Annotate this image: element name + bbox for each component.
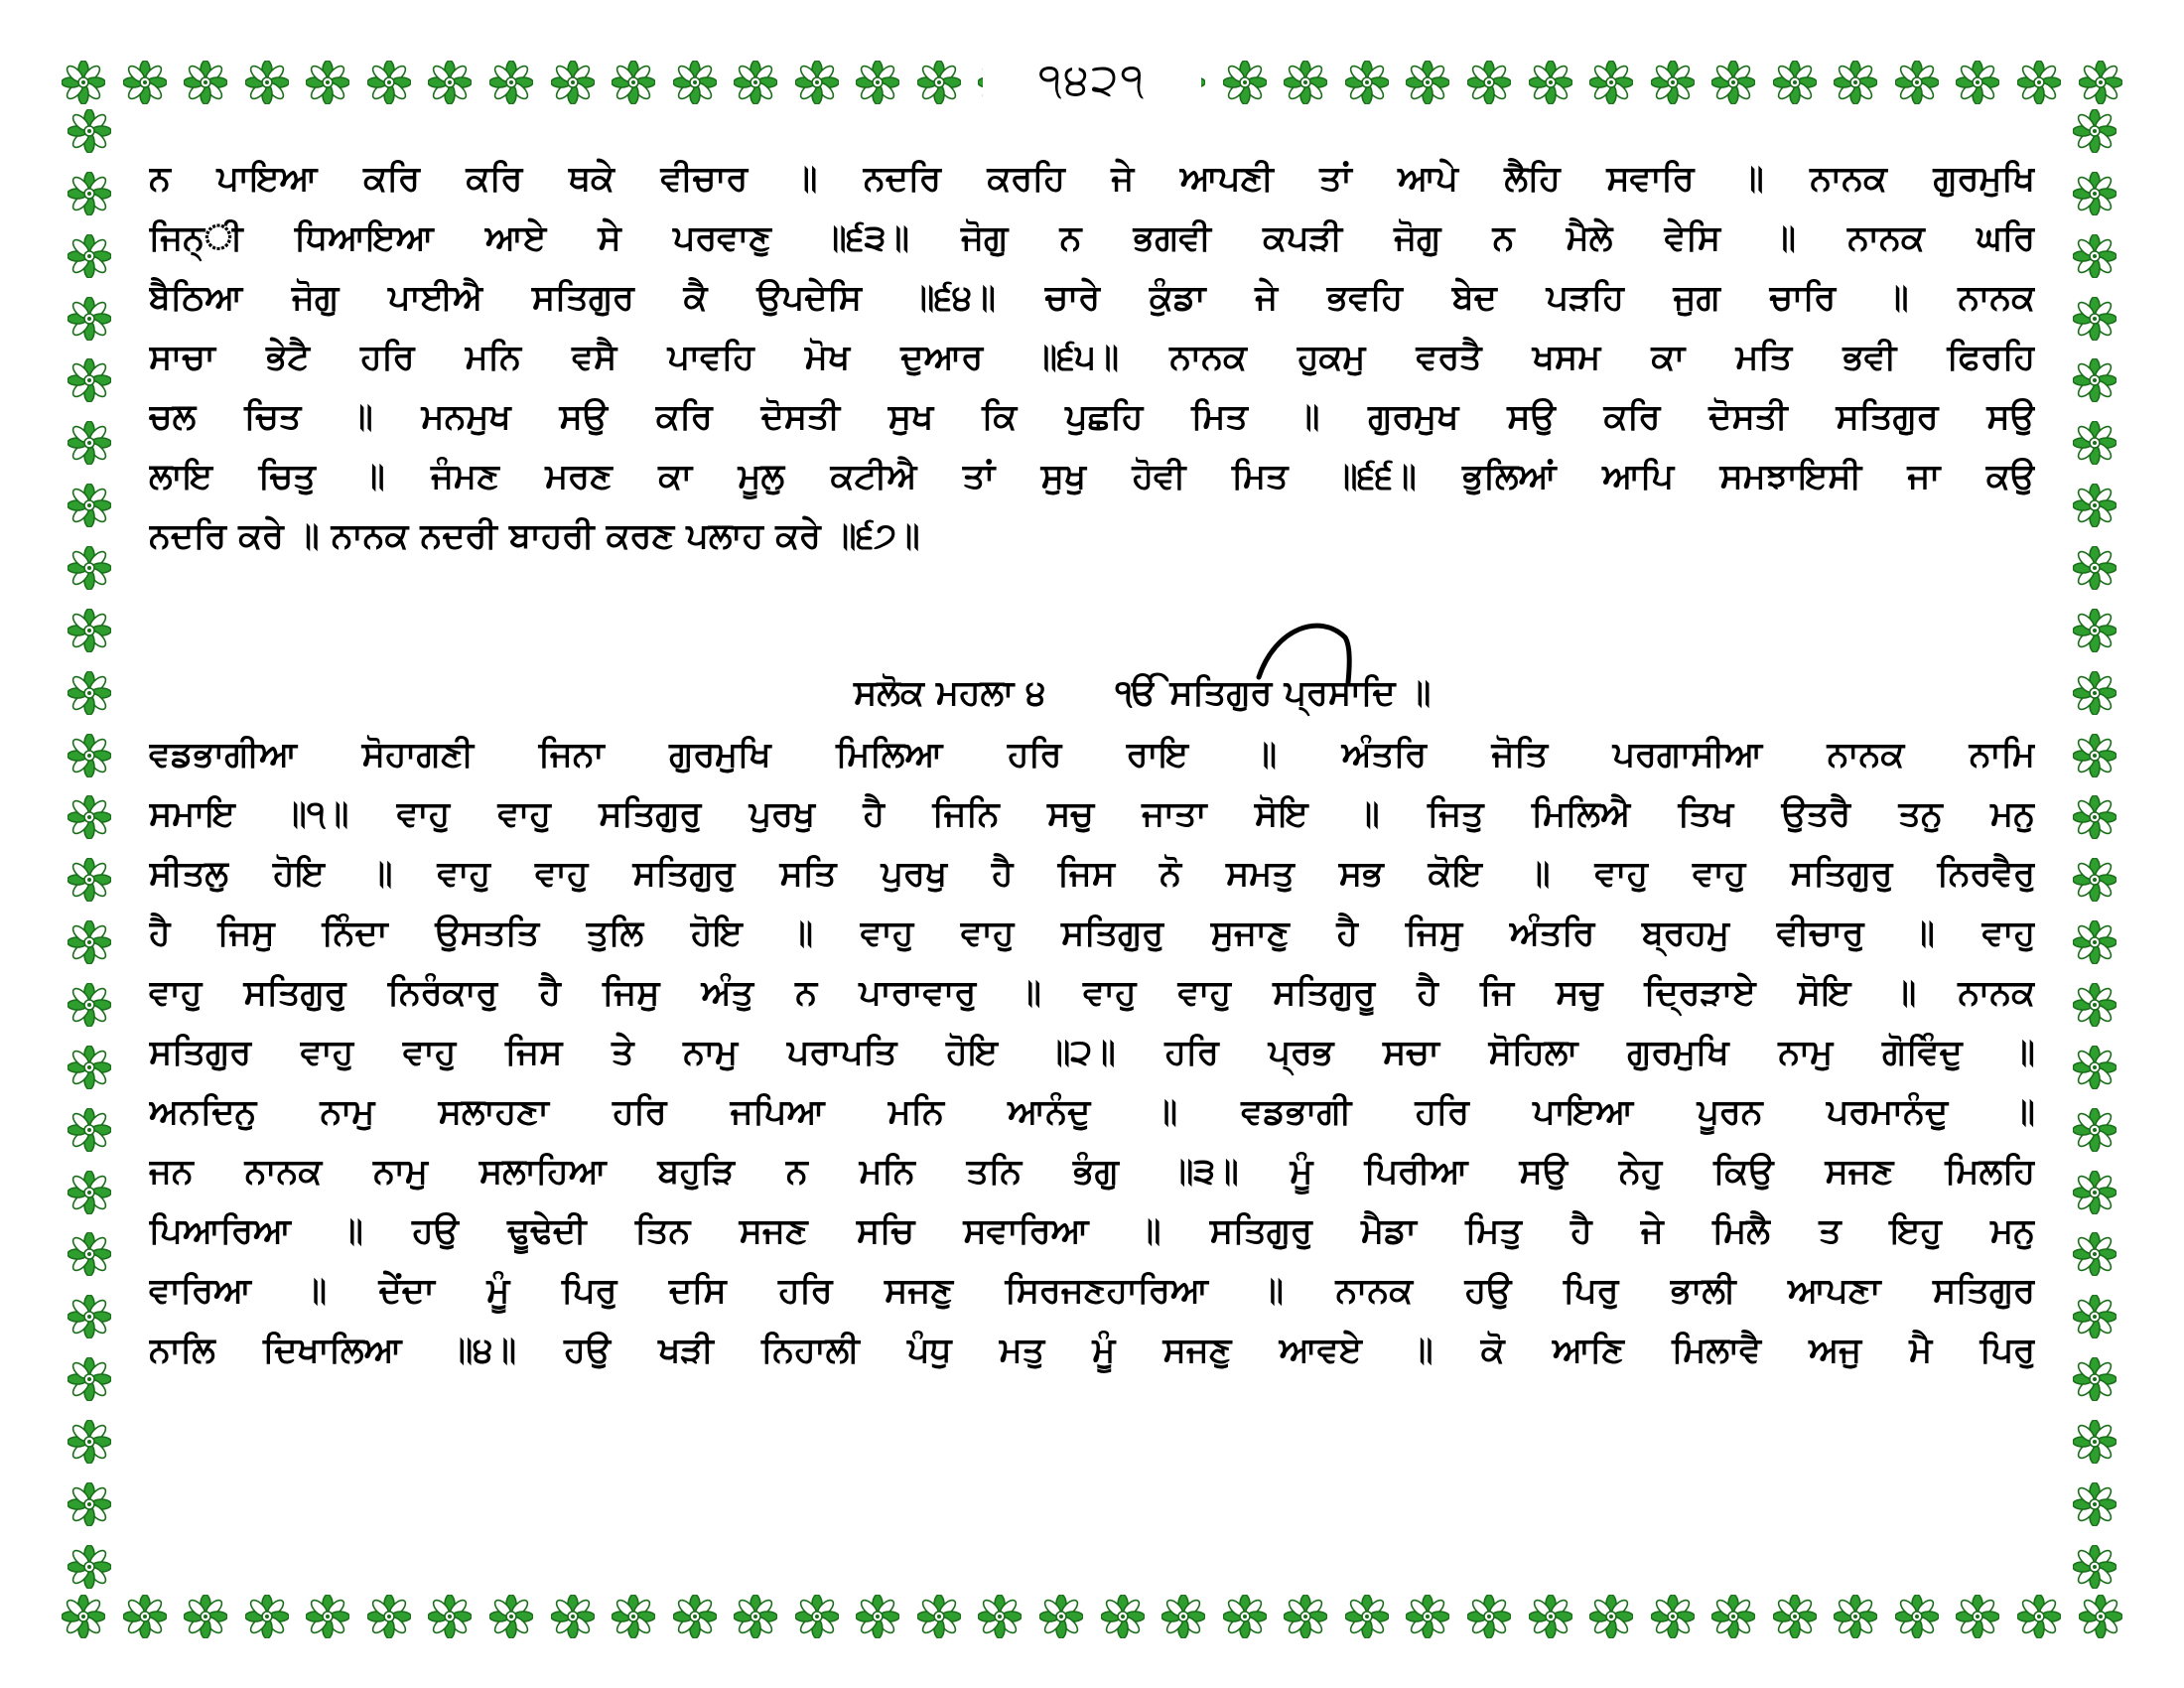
flower-icon	[1956, 61, 1999, 104]
verse-block-1	[149, 149, 2035, 566]
verse-line: ਨਦਰਿ ਕਰੇ ॥ ਨਾਨਕ ਨਦਰੀ ਬਾਹਰੀ ਕਰਣ ਪਲਾਹ ਕਰੇ ॥੬੭॥	[149, 516, 920, 556]
verse-block-2	[149, 725, 2035, 1380]
heading-invocation: ੴ ਸਤਿਗੁਰ ਪ੍ਰਸਾਦਿ ॥	[1115, 673, 1432, 713]
flower-icon	[68, 484, 111, 527]
flower-icon	[2017, 1595, 2061, 1638]
flower-icon	[68, 234, 111, 278]
verse-line: ਹੈ ਜਿਸੁ ਨਿੰਦਾ ਉਸਤਤਿ ਤੁਲਿ ਹੋਇ ॥ ਵਾਹੁ ਵਾਹੁ ਸਤਿਗੁਰੁ ਸੁਜਾਣੁ ਹੈ ਜਿਸੁ ਅੰਤਰਿ ਬ੍ਰਹਮੁ ਵੀਚਾਰੁ ॥ ਵਾਹੁ	[149, 914, 2035, 953]
flower-icon	[2073, 297, 2116, 341]
verse-line: ਸਮਾਇ ॥੧॥ ਵਾਹੁ ਵਾਹੁ ਸਤਿਗੁਰੁ ਪੁਰਖੁ ਹੈ ਜਿਨਿ ਸਚੁ ਜਾਤਾ ਸੋਇ ॥ ਜਿਤੁ ਮਿਲਿਐ ਤਿਖ ਉਤਰੈ ਤਨੁ ਮਨੁ	[149, 794, 2035, 834]
flower-icon	[68, 1357, 111, 1401]
flower-icon	[2073, 1357, 2116, 1401]
flower-icon	[1529, 61, 1572, 104]
flower-icon	[62, 1595, 105, 1638]
flower-icon	[2073, 983, 2116, 1027]
flower-icon	[1711, 1595, 1755, 1638]
flower-icon	[184, 1595, 227, 1638]
flower-icon	[68, 297, 111, 341]
flower-icon	[612, 61, 655, 104]
flower-icon	[1773, 1595, 1817, 1638]
flower-icon	[62, 61, 105, 104]
flower-icon	[1651, 61, 1695, 104]
flower-icon	[612, 1595, 655, 1638]
flower-icon	[2073, 795, 2116, 839]
verse-line: ਅਨਦਿਨੁ ਨਾਮੁ ਸਲਾਹਣਾ ਹਰਿ ਜਪਿਆ ਮਨਿ ਆਨੰਦੁ ॥ ਵਡਭਾਗੀ ਹਰਿ ਪਾਇਆ ਪੂਰਨ ਪਰਮਾਨੰਦੁ ॥	[149, 1092, 2035, 1132]
flower-icon	[1834, 1595, 1877, 1638]
flower-icon	[856, 61, 899, 104]
verse-line: ਪਿਆਰਿਆ ॥ ਹਉ ਢੂਢੇਦੀ ਤਿਨ ਸਜਣ ਸਚਿ ਸਵਾਰਿਆ ॥ ਸਤਿਗੁਰੁ ਮੈਡਾ ਮਿਤੁ ਹੈ ਜੇ ਮਿਲੈ ਤ ਇਹੁ ਮਨੁ	[149, 1211, 2035, 1251]
flower-icon	[1834, 61, 1877, 104]
flower-icon	[2073, 1232, 2116, 1276]
flower-icon	[2073, 858, 2116, 902]
flower-icon	[2073, 1046, 2116, 1089]
flower-icon	[68, 734, 111, 777]
flower-icon	[1467, 1595, 1511, 1638]
flower-icon	[68, 1171, 111, 1214]
verse-line: ਵਾਹੁ ਸਤਿਗੁਰੁ ਨਿਰੰਕਾਰੁ ਹੈ ਜਿਸੁ ਅੰਤੁ ਨ ਪਾਰਾਵਾਰੁ ॥ ਵਾਹੁ ਵਾਹੁ ਸਤਿਗੁਰੂ ਹੈ ਜਿ ਸਚੁ ਦ੍ਰਿੜਾਏ ਸੋਇ ॥ ਨਾਨਕ	[149, 973, 2035, 1013]
verse-line: ਜਨ ਨਾਨਕ ਨਾਮੁ ਸਲਾਹਿਆ ਬਹੁੜਿ ਨ ਮਨਿ ਤਨਿ ਭੰਗੁ ॥੩॥ ਮੂੰ ਪਿਰੀਆ ਸਉ ਨੇਹੁ ਕਿਉ ਸਜਣ ਮਿਲਹਿ	[149, 1152, 2035, 1192]
flower-icon	[68, 920, 111, 964]
flower-icon	[2073, 358, 2116, 402]
flower-icon	[673, 61, 717, 104]
flower-icon	[68, 671, 111, 715]
flower-icon	[68, 109, 111, 153]
right-border	[2067, 109, 2122, 1589]
flower-icon	[1956, 1595, 1999, 1638]
flower-icon	[428, 61, 472, 104]
flower-icon	[1345, 1595, 1389, 1638]
verse-line: ਵਾਰਿਆ ॥ ਦੇਂਦਾ ਮੂੰ ਪਿਰੁ ਦਸਿ ਹਰਿ ਸਜਣੁ ਸਿਰਜਣਹਾਰਿਆ ॥ ਨਾਨਕ ਹਉ ਪਿਰੁ ਭਾਲੀ ਆਪਣਾ ਸਤਿਗੁਰ	[149, 1271, 2035, 1311]
bottom-border	[62, 1589, 2122, 1644]
flower-icon	[68, 1108, 111, 1152]
flower-icon	[306, 1595, 349, 1638]
flower-icon	[1651, 1595, 1695, 1638]
verse-line: ਚਲ ਚਿਤ ॥ ਮਨਮੁਖ ਸਉ ਕਰਿ ਦੋਸਤੀ ਸੁਖ ਕਿ ਪੁਛਹਿ ਮਿਤ ॥ ਗੁਰਮੁਖ ਸਉ ਕਰਿ ਦੋਸਤੀ ਸਤਿਗੁਰ ਸਉ	[149, 397, 2035, 437]
flower-icon	[2073, 734, 2116, 777]
flower-icon	[68, 1482, 111, 1526]
flower-icon	[367, 61, 411, 104]
flower-icon	[917, 61, 961, 104]
flower-icon	[184, 61, 227, 104]
flower-icon	[68, 858, 111, 902]
flower-icon	[1589, 61, 1633, 104]
flower-icon	[2073, 546, 2116, 590]
flower-icon	[2073, 109, 2116, 153]
flower-icon	[2073, 1171, 2116, 1214]
flower-icon	[2073, 1545, 2116, 1589]
flower-icon	[1223, 61, 1267, 104]
flower-icon	[1284, 61, 1327, 104]
verse-line: ਸਤਿਗੁਰ ਵਾਹੁ ਵਾਹੁ ਜਿਸ ਤੇ ਨਾਮੁ ਪਰਾਪਤਿ ਹੋਇ ॥੨॥ ਹਰਿ ਪ੍ਰਭ ਸਚਾ ਸੋਹਿਲਾ ਗੁਰਮੁਖਿ ਨਾਮੁ ਗੋਵਿੰਦੁ ॥	[149, 1033, 2035, 1072]
verse-line: ਬੈਠਿਆ ਜੋਗੁ ਪਾਈਐ ਸਤਿਗੁਰ ਕੈ ਉਪਦੇਸਿ ॥੬੪॥ ਚਾਰੇ ਕੁੰਡਾ ਜੇ ਭਵਹਿ ਬੇਦ ਪੜਹਿ ਜੁਗ ਚਾਰਿ ॥ ਨਾਨਕ	[149, 278, 2035, 318]
flower-icon	[734, 61, 777, 104]
flower-icon	[68, 1295, 111, 1338]
flower-icon	[2017, 61, 2061, 104]
flower-icon	[795, 1595, 839, 1638]
flower-icon	[1161, 1595, 1205, 1638]
flower-icon	[1406, 61, 1449, 104]
flower-icon	[2073, 1420, 2116, 1464]
flower-icon	[428, 1595, 472, 1638]
flower-icon	[917, 1595, 961, 1638]
section-heading	[854, 663, 1431, 723]
flower-icon	[68, 358, 111, 402]
flower-icon	[68, 172, 111, 215]
left-border	[62, 109, 117, 1589]
flower-icon	[2073, 609, 2116, 652]
flower-icon	[2079, 61, 2122, 104]
flower-icon	[2073, 920, 2116, 964]
flower-icon	[245, 61, 289, 104]
flower-icon	[123, 1595, 167, 1638]
flower-icon	[1101, 1595, 1145, 1638]
flower-icon	[2073, 1108, 2116, 1152]
flower-icon	[978, 1595, 1022, 1638]
flower-icon	[2073, 172, 2116, 215]
flower-icon	[1467, 61, 1511, 104]
verse-line: ਸੀਤਲੁ ਹੋਇ ॥ ਵਾਹੁ ਵਾਹੁ ਸਤਿਗੁਰੁ ਸਤਿ ਪੁਰਖੁ ਹੈ ਜਿਸ ਨੋ ਸਮਤੁ ਸਭ ਕੋਇ ॥ ਵਾਹੁ ਵਾਹੁ ਸਤਿਗੁਰੁ ਨਿਰਵੈਰੁ	[149, 854, 2035, 894]
flower-icon	[2073, 1482, 2116, 1526]
verse-line: ਨ ਪਾਇਆ ਕਰਿ ਕਰਿ ਥਕੇ ਵੀਚਾਰ ॥ ਨਦਰਿ ਕਰਹਿ ਜੇ ਆਪਣੀ ਤਾਂ ਆਪੇ ਲੈਹਿ ਸਵਾਰਿ ॥ ਨਾਨਕ ਗੁਰਮੁਖਿ	[149, 159, 2035, 199]
flower-icon	[2073, 671, 2116, 715]
flower-icon	[306, 61, 349, 104]
flower-icon	[489, 61, 533, 104]
flower-icon	[245, 1595, 289, 1638]
flower-icon	[673, 1595, 717, 1638]
verse-line: ਨਾਲਿ ਦਿਖਾਲਿਆ ॥੪॥ ਹਉ ਖੜੀ ਨਿਹਾਲੀ ਪੰਧੁ ਮਤੁ ਮੂੰ ਸਜਣੁ ਆਵਏ ॥ ਕੋ ਆਣਿ ਮਿਲਾਵੈ ਅਜੁ ਮੈ ਪਿਰੁ	[149, 1331, 2035, 1370]
flower-icon	[68, 1545, 111, 1589]
flower-icon	[1589, 1595, 1633, 1638]
flower-icon	[795, 61, 839, 104]
flower-icon	[1406, 1595, 1449, 1638]
flower-icon	[1773, 61, 1817, 104]
flower-icon	[1895, 1595, 1939, 1638]
page-number: ੧੪੨੧	[983, 46, 1201, 115]
flower-icon	[2073, 421, 2116, 465]
flower-icon	[1039, 1595, 1083, 1638]
flower-icon	[68, 1046, 111, 1089]
flower-icon	[2073, 234, 2116, 278]
verse-line: ਸਾਚਾ ਭੇਟੈ ਹਰਿ ਮਨਿ ਵਸੈ ਪਾਵਹਿ ਮੋਖ ਦੁਆਰ ॥੬੫॥ ਨਾਨਕ ਹੁਕਮੁ ਵਰਤੈ ਖਸਮ ਕਾ ਮਤਿ ਭਵੀ ਫਿਰਹਿ	[149, 338, 2035, 377]
flower-icon	[68, 1232, 111, 1276]
flower-icon	[68, 1420, 111, 1464]
flower-icon	[1529, 1595, 1572, 1638]
verse-line: ਜਿਨ੍ੀ ਧਿਆਇਆ ਆਏ ਸੇ ਪਰਵਾਣੁ ॥੬੩॥ ਜੋਗੁ ਨ ਭਗਵੀ ਕਪੜੀ ਜੋਗੁ ਨ ਮੈਲੇ ਵੇਸਿ ॥ ਨਾਨਕ ਘਰਿ	[149, 218, 2035, 258]
flower-icon	[2073, 1295, 2116, 1338]
flower-icon	[2079, 1595, 2122, 1638]
flower-icon	[489, 1595, 533, 1638]
flower-icon	[1223, 1595, 1267, 1638]
flower-icon	[68, 421, 111, 465]
flower-icon	[734, 1595, 777, 1638]
flower-icon	[2073, 484, 2116, 527]
flower-icon	[1345, 61, 1389, 104]
flower-icon	[68, 609, 111, 652]
flower-icon	[856, 1595, 899, 1638]
flower-icon	[1711, 61, 1755, 104]
flower-icon	[1284, 1595, 1327, 1638]
flower-icon	[68, 546, 111, 590]
flower-icon	[367, 1595, 411, 1638]
flower-icon	[1895, 61, 1939, 104]
heading-title: ਸਲੋਕ ਮਹਲਾ ੪	[854, 673, 1046, 713]
verse-line: ਵਡਭਾਗੀਆ ਸੋਹਾਗਣੀ ਜਿਨਾ ਗੁਰਮੁਖਿ ਮਿਲਿਆ ਹਰਿ ਰਾਇ ॥ ਅੰਤਰਿ ਜੋਤਿ ਪਰਗਾਸੀਆ ਨਾਨਕ ਨਾਮਿ	[149, 735, 2035, 774]
flower-icon	[551, 1595, 595, 1638]
flower-icon	[68, 795, 111, 839]
flower-icon	[123, 61, 167, 104]
verse-line: ਲਾਇ ਚਿਤੁ ॥ ਜੰਮਣ ਮਰਣ ਕਾ ਮੂਲੁ ਕਟੀਐ ਤਾਂ ਸੁਖੁ ਹੋਵੀ ਮਿਤ ॥੬੬॥ ਭੁਲਿਆਂ ਆਪਿ ਸਮਝਾਇਸੀ ਜਾ ਕਉ	[149, 457, 2035, 496]
flower-icon	[68, 983, 111, 1027]
flower-icon	[551, 61, 595, 104]
